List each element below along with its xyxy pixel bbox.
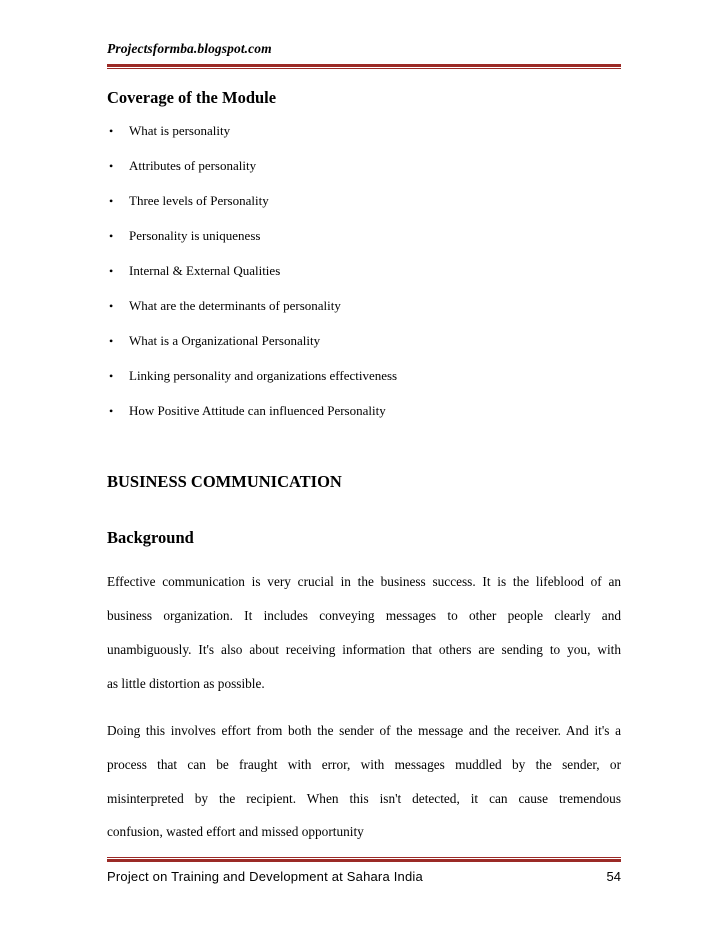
list-item-text: What is personality <box>129 123 231 138</box>
bullet-icon: • <box>109 194 114 208</box>
list-item <box>107 192 621 227</box>
paragraph-line: Doing this involves effort from both the sender of the message and the receiver. And it's a <box>107 723 621 738</box>
list-item <box>107 297 621 332</box>
list-item-text: Personality is uniqueness <box>129 228 261 243</box>
paragraph-line: misinterpreted by the recipient. When this isn't detected, it can cause tremendous <box>107 791 621 806</box>
list-item-text: Three levels of Personality <box>129 193 269 208</box>
footer-title: Project on Training and Development at Sahara India <box>107 869 423 884</box>
list-item-text: Linking personality and organizations effectiveness <box>129 368 398 383</box>
list-item <box>107 332 621 367</box>
paragraph-line: Effective communication is very crucial in the business success. It is the lifeblood of an <box>107 574 621 589</box>
list-item-text: How Positive Attitude can influenced Personality <box>129 403 386 418</box>
list-item <box>107 227 621 262</box>
header-rule-thin <box>107 68 621 69</box>
site-header: Projectsformba.blogspot.com <box>107 41 272 56</box>
list-item-text: Internal & External Qualities <box>129 263 281 278</box>
list-item <box>107 122 621 157</box>
footer-rule-thin <box>107 857 621 858</box>
list-item <box>107 262 621 297</box>
paragraph-line: unambiguously. It's also about receiving information that others are sending to you, with <box>107 642 621 657</box>
bullet-icon: • <box>109 404 114 418</box>
list-item <box>107 157 621 192</box>
footer-rule-thick <box>107 859 621 862</box>
paragraph-line: confusion, wasted effort and missed opportunity <box>107 824 364 839</box>
bullet-icon: • <box>109 334 114 348</box>
background-heading: Background <box>107 528 194 547</box>
list-item-text: What is a Organizational Personality <box>129 333 321 348</box>
list-item <box>107 367 621 402</box>
bullet-icon: • <box>109 159 114 173</box>
paragraph-line: process that can be fraught with error, with messages muddled by the sender, or <box>107 757 621 772</box>
paragraph-line: business organization. It includes conveying messages to other people clearly and <box>107 608 621 623</box>
paragraph-line: as little distortion as possible. <box>107 676 265 691</box>
list-item-text: What are the determinants of personality <box>129 298 341 313</box>
header-rule-thick <box>107 64 621 67</box>
bullet-icon: • <box>109 124 114 138</box>
list-item-text: Attributes of personality <box>129 158 257 173</box>
page-number: 54 <box>606 869 621 884</box>
bullet-icon: • <box>109 229 114 243</box>
list-item <box>107 402 621 437</box>
coverage-title: Coverage of the Module <box>107 88 277 107</box>
business-communication-heading: BUSINESS COMMUNICATION <box>107 472 342 491</box>
coverage-list <box>107 122 621 437</box>
bullet-icon: • <box>109 264 114 278</box>
bullet-icon: • <box>109 369 114 383</box>
bullet-icon: • <box>109 299 114 313</box>
